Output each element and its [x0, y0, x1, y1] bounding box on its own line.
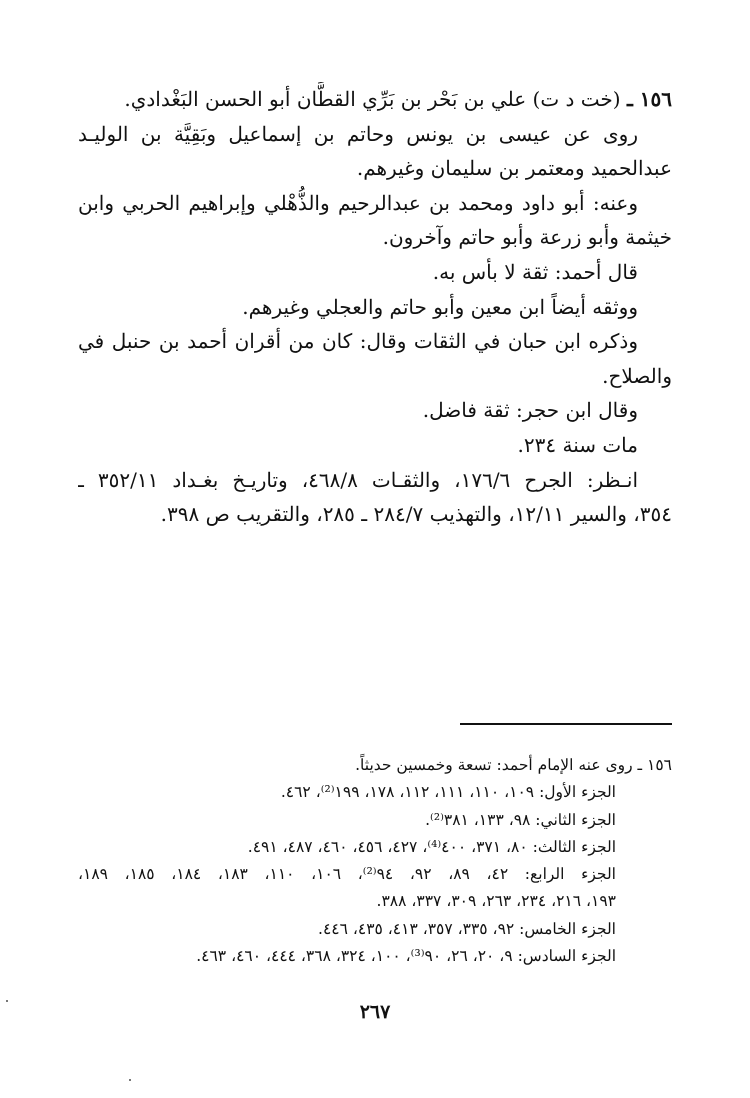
main-body [78, 82, 672, 532]
entry-line-ibn-hibban-2: والصلاح. [602, 363, 672, 388]
entry-heading-line [78, 82, 672, 117]
footnotes [78, 752, 672, 970]
entry-number: ١٥٦ ـ [626, 87, 672, 111]
entry-line-sources-1: انـظر: الجرح ١٧٦/٦، والثقـات ٤٦٨/٨، وتاريـخ بغـداد ٣٥٢/١١ ـ [78, 467, 638, 492]
entry-line-death-year: مات سنة ٢٣٤. [517, 432, 638, 457]
scan-speck [6, 1000, 8, 1002]
footnote-separator [460, 723, 672, 725]
entry-line-narrators-to-2: خيثمة وأبو زرعة وأبو حاتم وآخرون. [382, 225, 672, 250]
footnote-volume-4-line-1: الجزء الرابع: ٤٢، ٨٩، ٩٢، ٩٤⁽²⁾، ١٠٦، ١١٠، ١٨٣، ١٨٤، ١٨٥، ١٨٩، [78, 865, 616, 884]
footnote-intro: ١٥٦ ـ روى عنه الإمام أحمد: تسعة وخمسين حديثاً. [355, 756, 672, 774]
footnote-volume-2: الجزء الثاني: ٩٨، ١٣٣، ٣٨١⁽²⁾. [425, 810, 616, 829]
footnote-volume-4-line-2: ١٩٣، ٢١٦، ٢٣٤، ٢٦٣، ٣٠٩، ٣٣٧، ٣٨٨. [376, 892, 616, 911]
entry-line-other-verdicts: ووثقه أيضاً ابن معين وأبو حاتم والعجلي وغيرهم. [242, 294, 638, 319]
footnote-volume-5: الجزء الخامس: ٩٢، ٣٣٥، ٣٥٧، ٤١٣، ٤٣٥، ٤٤٦. [318, 919, 616, 938]
entry-line-narrators-from-1: روى عن عيسى بن يونس وحاتم بن إسماعيل وبَقِيَّة بن الوليـد [78, 121, 638, 146]
page-number: ٢٦٧ [359, 1001, 391, 1023]
entry-line-sources-2: ٣٥٤، والسير ١٢/١١، والتهذيب ٢٨٤/٧ ـ ٢٨٥، والتقريب ص ٣٩٨. [160, 502, 672, 527]
footnote-volume-1: الجزء الأول: ١٠٩، ١١٠، ١١١، ١١٢، ١٧٨، ١٩٩⁽²⁾، ٤٦٢. [280, 783, 616, 802]
entry-156 [78, 82, 672, 532]
entry-line-ibn-hajar: وقال ابن حجر: ثقة فاضل. [422, 398, 638, 423]
entry-line-narrators-from-2: عبدالحميد ومعتمر بن سليمان وغيرهم. [356, 156, 672, 181]
footnote-volume-3: الجزء الثالث: ٨٠، ٣٧١، ٤٠٠⁽⁴⁾، ٤٢٧، ٤٥٦، ٤٦٠، ٤٨٧، ٤٩١. [247, 837, 616, 856]
entry-line-ibn-hibban-1: وذكره ابن حبان في الثقات وقال: كان من أقران أحمد بن حنبل في [78, 329, 638, 354]
entry-line-ahmad-verdict: قال أحمد: ثقة لا بأس به. [432, 259, 638, 284]
entry-line-narrators-to-1: وعنه: أبو داود ومحمد بن عبدالرحيم والذُّهْلي وإبراهيم الحربي وابن [78, 190, 638, 215]
entry-heading: (خت د ت) علي بن بَحْر بن بَرِّي القطَّان أبو الحسن البَغْدادي. [124, 87, 621, 111]
footnote-volume-6: الجزء السادس: ٩، ٢٠، ٢٦، ٩٠⁽³⁾، ١٠٠، ٣٢٤، ٣٦٨، ٤٤٤، ٤٦٠، ٤٦٣. [196, 947, 616, 966]
scan-speck [129, 1079, 131, 1081]
